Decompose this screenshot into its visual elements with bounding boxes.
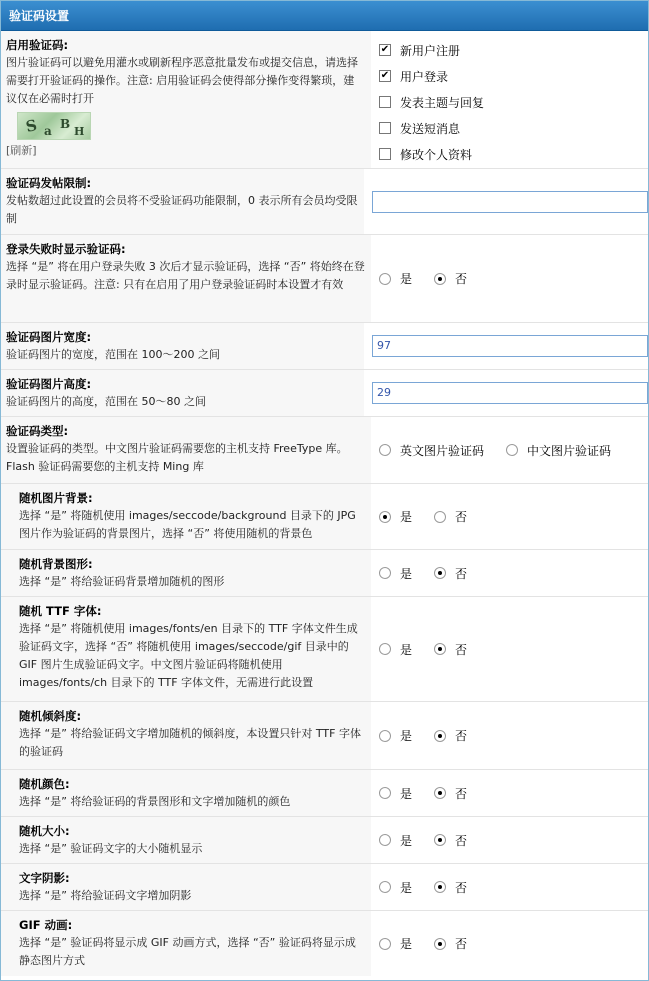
checkbox[interactable]: ✔ bbox=[380, 44, 390, 55]
radio-button[interactable] bbox=[434, 730, 446, 742]
radio-button[interactable] bbox=[434, 787, 446, 799]
setting-title: 随机颜色: bbox=[19, 777, 70, 791]
radio-button[interactable] bbox=[434, 567, 446, 579]
setting-title: 启用验证码: bbox=[6, 38, 69, 52]
setting-row-captcha-type bbox=[1, 417, 648, 484]
setting-description: 验证码图片的高度，范围在 50～80 之间 bbox=[6, 395, 206, 408]
radio-button[interactable] bbox=[434, 938, 446, 950]
refresh-link[interactable]: [刷新] bbox=[6, 144, 37, 157]
yes-no-radio-group bbox=[379, 879, 489, 896]
yes-option[interactable] bbox=[379, 641, 412, 658]
checkbox[interactable] bbox=[379, 148, 391, 160]
no-option[interactable] bbox=[434, 641, 467, 658]
radio-label: 是 bbox=[400, 833, 413, 848]
no-option[interactable] bbox=[434, 508, 467, 525]
no-option[interactable] bbox=[434, 935, 467, 952]
setting-description: 选择 “是” 将给验证码文字增加随机的倾斜度，本设置只针对 TTF 字体的验证码 bbox=[19, 727, 361, 758]
radio-label: 否 bbox=[455, 729, 468, 743]
radio-button[interactable] bbox=[506, 444, 518, 456]
yes-option[interactable] bbox=[379, 508, 412, 525]
yes-no-radio-group bbox=[379, 832, 489, 849]
radio-button[interactable] bbox=[379, 881, 391, 893]
radio-label: 是 bbox=[400, 566, 413, 581]
captcha-type-english-option[interactable] bbox=[379, 442, 484, 459]
yes-no-radio-group bbox=[379, 508, 489, 525]
setting-row-random-bg bbox=[1, 484, 648, 550]
radio-button[interactable] bbox=[379, 273, 391, 285]
setting-description: 选择 “是” 将给验证码背景增加随机的图形 bbox=[19, 575, 225, 588]
setting-description: 选择 “是” 将随机使用 images/fonts/en 目录下的 TTF 字体文件生成验证码文字，选择 “否” 将随机使用 images/seccode/gif 目录中的 GIF 图片生成验证码文字。中文图片验证码将随机使用 images/fonts/ch 目录下的 TTF 字体文件，无需进行此设置 bbox=[19, 622, 358, 689]
setting-title: 验证码类型: bbox=[6, 424, 69, 438]
setting-title: GIF 动画: bbox=[19, 918, 73, 932]
radio-button[interactable] bbox=[434, 273, 446, 285]
radio-label: 是 bbox=[400, 729, 413, 743]
setting-row-random-size bbox=[1, 817, 648, 864]
radio-button[interactable] bbox=[379, 511, 391, 523]
image-height-input[interactable]: 29 bbox=[372, 382, 648, 404]
checkbox[interactable] bbox=[379, 122, 391, 134]
radio-label: 否 bbox=[455, 880, 468, 895]
yes-no-radio-group bbox=[379, 270, 489, 287]
radio-label: 是 bbox=[400, 937, 413, 951]
setting-row-text-shadow bbox=[1, 864, 648, 911]
captcha-type-chinese-option[interactable] bbox=[506, 442, 611, 459]
radio-button[interactable] bbox=[434, 643, 446, 655]
setting-description: 选择 “是” 验证码将显示成 GIF 动画方式，选择 “否” 验证码将显示成静态图片方式 bbox=[19, 936, 356, 967]
yes-no-radio-group bbox=[379, 785, 489, 802]
setting-description: 选择 “是” 将给验证码文字增加阴影 bbox=[19, 889, 192, 902]
setting-description: 选择 “是” 将在用户登录失败 3 次后才显示验证码，选择 “否” 将始终在登录时显示验证码。注意: 只有在启用了用户登录验证码时本设置才有效 bbox=[6, 260, 365, 291]
captcha-image: S a B H bbox=[17, 112, 91, 140]
setting-title: 文字阴影: bbox=[19, 871, 70, 885]
no-option[interactable] bbox=[434, 832, 467, 849]
setting-description: 选择 “是” 将给验证码的背景图形和文字增加随机的颜色 bbox=[19, 795, 291, 808]
checkbox-label: 发表主题与回复 bbox=[400, 95, 485, 110]
radio-label: 是 bbox=[400, 510, 413, 524]
setting-row-login-fail bbox=[1, 235, 648, 323]
setting-row-random-color bbox=[1, 770, 648, 817]
post-limit-input[interactable] bbox=[372, 191, 648, 213]
setting-description: 选择 “是” 将随机使用 images/seccode/background 目录下的 JPG 图片作为验证码的背景图片，选择 “否” 将使用随机的背景色 bbox=[19, 509, 356, 540]
setting-title: 随机背景图形: bbox=[19, 557, 93, 571]
setting-row-image-height bbox=[1, 370, 648, 417]
no-option[interactable] bbox=[434, 727, 467, 744]
yes-option[interactable] bbox=[379, 935, 412, 952]
radio-label: 否 bbox=[455, 786, 468, 801]
no-option[interactable] bbox=[434, 270, 467, 287]
checkbox-label: 修改个人资料 bbox=[400, 147, 473, 162]
setting-row-random-ttf bbox=[1, 597, 648, 702]
setting-row-enable-captcha bbox=[1, 31, 648, 169]
radio-button[interactable] bbox=[379, 834, 391, 846]
radio-button[interactable] bbox=[379, 787, 391, 799]
radio-label: 是 bbox=[400, 880, 413, 895]
checkbox[interactable] bbox=[379, 96, 391, 108]
radio-button[interactable] bbox=[379, 730, 391, 742]
yes-option[interactable] bbox=[379, 270, 412, 287]
checkbox[interactable]: ✔ bbox=[380, 70, 390, 81]
checkbox-label: 用户登录 bbox=[400, 69, 449, 84]
radio-button[interactable] bbox=[434, 834, 446, 846]
setting-row-image-width bbox=[1, 323, 648, 370]
setting-row-post-limit bbox=[1, 169, 648, 235]
captcha-operation-option[interactable] bbox=[379, 37, 484, 63]
yes-no-radio-group bbox=[379, 935, 489, 952]
setting-title: 随机图片背景: bbox=[19, 491, 93, 505]
radio-label: 是 bbox=[400, 786, 413, 801]
setting-title: 验证码图片宽度: bbox=[6, 330, 92, 344]
setting-row-random-angle bbox=[1, 702, 648, 770]
radio-label: 中文图片验证码 bbox=[527, 443, 612, 458]
radio-button[interactable] bbox=[379, 567, 391, 579]
yes-no-radio-group bbox=[379, 565, 489, 582]
no-option[interactable] bbox=[434, 785, 467, 802]
radio-button[interactable] bbox=[379, 643, 391, 655]
yes-option[interactable] bbox=[379, 785, 412, 802]
setting-description: 设置验证码的类型。中文图片验证码需要您的主机支持 FreeType 库。Flash 验证码需要您的主机支持 Ming 库 bbox=[6, 442, 348, 473]
no-option[interactable] bbox=[434, 879, 467, 896]
setting-description: 图片验证码可以避免用灌水或刷新程序恶意批量发布或提交信息，请选择需要打开验证码的操作。注意: 启用验证码会使得部分操作变得繁琐，建议仅在必需时打开 bbox=[6, 56, 358, 105]
setting-description: 选择 “是” 验证码文字的大小随机显示 bbox=[19, 842, 203, 855]
setting-title: 随机大小: bbox=[19, 824, 70, 838]
setting-title: 随机 TTF 字体: bbox=[19, 604, 102, 618]
radio-label: 是 bbox=[400, 272, 413, 286]
radio-label: 否 bbox=[455, 510, 468, 524]
radio-button[interactable] bbox=[379, 444, 391, 456]
captcha-operation-option[interactable] bbox=[379, 141, 484, 167]
radio-label: 英文图片验证码 bbox=[400, 443, 485, 458]
setting-description: 验证码图片的宽度，范围在 100～200 之间 bbox=[6, 348, 220, 361]
yes-option[interactable] bbox=[379, 832, 412, 849]
yes-option[interactable] bbox=[379, 879, 412, 896]
setting-row-gif-animation bbox=[1, 911, 648, 976]
setting-title: 验证码图片高度: bbox=[6, 377, 92, 391]
yes-no-radio-group bbox=[379, 727, 489, 744]
captcha-operation-checkboxes bbox=[379, 31, 484, 167]
radio-button[interactable] bbox=[379, 938, 391, 950]
radio-label: 否 bbox=[455, 642, 468, 657]
checkbox-label: 发送短消息 bbox=[400, 121, 461, 136]
radio-label: 否 bbox=[455, 833, 468, 848]
yes-no-radio-group bbox=[379, 641, 489, 658]
captcha-type-radio-group bbox=[379, 442, 633, 459]
checkbox-label: 新用户注册 bbox=[400, 43, 461, 58]
radio-label: 否 bbox=[455, 937, 468, 951]
yes-option[interactable] bbox=[379, 727, 412, 744]
no-option[interactable] bbox=[434, 565, 467, 582]
panel-header: 验证码设置 bbox=[1, 1, 648, 31]
radio-button[interactable] bbox=[434, 881, 446, 893]
yes-option[interactable] bbox=[379, 565, 412, 582]
setting-title: 验证码发帖限制: bbox=[6, 176, 92, 190]
captcha-operation-option[interactable] bbox=[379, 115, 484, 141]
radio-label: 是 bbox=[400, 642, 413, 657]
setting-row-random-shape bbox=[1, 550, 648, 597]
image-width-input[interactable]: 97 bbox=[372, 335, 648, 357]
setting-description: 发帖数超过此设置的会员将不受验证码功能限制，0 表示所有会员均受限制 bbox=[6, 194, 358, 225]
setting-title: 随机倾斜度: bbox=[19, 709, 82, 723]
captcha-operation-option[interactable] bbox=[379, 89, 484, 115]
radio-button[interactable] bbox=[434, 511, 446, 523]
radio-label: 否 bbox=[455, 272, 468, 286]
setting-title: 登录失败时显示验证码: bbox=[6, 242, 126, 256]
radio-label: 否 bbox=[455, 566, 468, 581]
captcha-operation-option[interactable] bbox=[379, 63, 484, 89]
